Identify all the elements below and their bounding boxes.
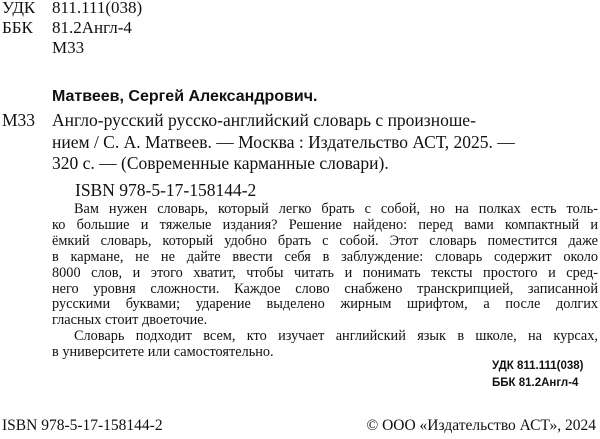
annotation-line: Словарь подходит всем, кто изучает английский язык в школе, на курсах, xyxy=(74,328,598,345)
description-line: Англо-русский русско-английский словарь с произноше- xyxy=(52,110,476,130)
entry-isbn: ISBN 978-5-17-158144-2 xyxy=(75,180,257,200)
udk-value: 811.111(038) xyxy=(52,0,143,17)
udk-label: УДК xyxy=(2,0,36,17)
footer-copyright: © ООО «Издательство АСТ», 2024 xyxy=(366,417,596,434)
bbk-label: ББК xyxy=(2,18,33,37)
bibliographic-description xyxy=(52,110,515,175)
bottom-bbk: ББК 81.2Англ-4 xyxy=(492,377,579,389)
description-line: 320 с. — (Современные карманные словари). xyxy=(52,153,389,173)
annotation-line: ко большие и тяжелые издания? Решение найдено: перед вами компактный и xyxy=(52,216,598,233)
annotation-line: в кармане, не не дайте ввести себя в заблуждение: словарь содержит около xyxy=(52,248,598,265)
author-heading: Матвеев, Сергей Александрович. xyxy=(52,88,318,105)
footer-isbn: ISBN 978-5-17-158144-2 xyxy=(2,417,163,434)
annotation-line: русскими буквами; ударение выделено жирным шрифтом, а после долгих xyxy=(52,296,598,313)
annotation-line: 8000 слов, и этого хватит, чтобы читать и понимать тексты простого и сред- xyxy=(52,264,598,281)
author-mark: М33 xyxy=(2,110,36,130)
annotation-line: ёмкий словарь, который удобно брать с собой. Этот словарь поместится даже xyxy=(52,232,598,249)
annotation-line: в университете или самостоятельно. xyxy=(52,344,274,361)
bbk-value: 81.2Англ-4 xyxy=(52,18,132,37)
annotation xyxy=(52,202,598,361)
annotation-line: Вам нужен словарь, который легко брать с собой, но на полках есть толь- xyxy=(74,201,598,217)
bottom-udk: УДК 811.111(038) xyxy=(492,360,584,372)
annotation-line: него уровня сложности. Каждое слово снабжено транскрипцией, записанной xyxy=(52,280,598,297)
annotation-line: гласных стоит двоеточие. xyxy=(52,312,208,329)
description-line: нием / С. А. Матвеев. — Москва : Издательство АСТ, 2025. — xyxy=(52,131,515,152)
author-mark-top: М33 xyxy=(52,38,85,57)
